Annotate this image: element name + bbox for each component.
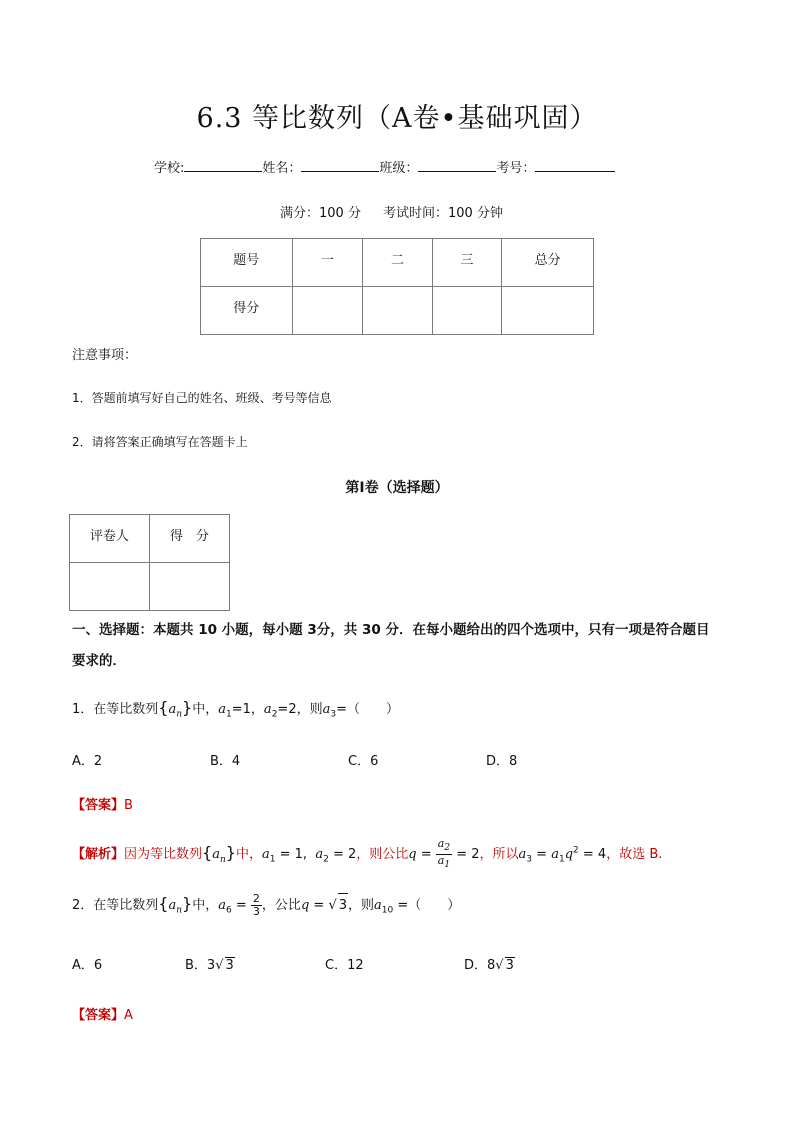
q1-option-c[interactable]: C．6 xyxy=(348,754,379,769)
q1-text-2: 中， xyxy=(192,702,219,717)
q2-option-c[interactable]: C．12 xyxy=(325,958,364,973)
number-label: 考号： xyxy=(496,161,536,176)
grader-header: 评卷人 xyxy=(70,515,150,563)
q1-text-1: 在等比数列 xyxy=(93,702,159,717)
name-label: 姓名： xyxy=(262,161,302,176)
question-2: 2．在等比数列$\{a_n\}$中，$a_6$ = $\frac{2}{3}$ ，公比q = √ 3，则$a_{10}$ =（ ） xyxy=(72,892,461,918)
score-header-cell: 一 xyxy=(292,239,363,287)
q2-number: 2． xyxy=(72,898,94,913)
q1-a2: =2，则 xyxy=(277,702,323,717)
q1-option-d[interactable]: D．8 xyxy=(486,754,518,769)
school-blank[interactable] xyxy=(184,158,262,172)
score-cell[interactable] xyxy=(363,287,433,335)
full-score: 满分：100 分 xyxy=(280,206,361,221)
q1-analysis-text-5: ，故选 B. xyxy=(606,847,663,863)
q2-answer xyxy=(72,1004,133,1023)
score-header-cell: 题号 xyxy=(201,239,293,287)
grader-header: 得 分 xyxy=(149,515,229,563)
q1-text-3: =（ ） xyxy=(336,702,399,717)
q1-answer xyxy=(72,794,133,813)
q1-analysis-a1: = 1, xyxy=(279,847,308,863)
student-info-line xyxy=(154,157,615,176)
q2-option-d[interactable]: D．8√ 3 xyxy=(464,958,514,973)
q2-option-b[interactable]: B．3√ 3 xyxy=(185,958,234,973)
score-header-cell: 二 xyxy=(363,239,433,287)
q2-text-4: ，则 xyxy=(348,898,375,913)
notice-item: 1．答题前填写好自己的姓名、班级、考号等信息 xyxy=(72,391,332,405)
score-table xyxy=(200,238,594,335)
notice-item: 2．请将答案正确填写在答题卡上 xyxy=(72,435,248,449)
part1-heading-line1: 一、选择题：本题共 10 小题，每小题 3分，共 30 分．在每小题给出的四个选项中，只有一项是符合题目 xyxy=(72,622,710,638)
q2-text-3: ，公比 xyxy=(261,898,301,913)
q1-a1: =1， xyxy=(231,702,264,717)
q2-text-1: 在等比数列 xyxy=(93,898,159,913)
score-row-label: 得分 xyxy=(201,287,293,335)
q2-frac-num: 2 xyxy=(252,892,260,905)
q1-number: 1． xyxy=(72,702,94,717)
q1-analysis-text-2: 中， xyxy=(235,847,262,863)
q1-seq-sub: n xyxy=(176,709,183,720)
answer-tag: 【答案】 xyxy=(72,798,125,813)
grader-cell[interactable] xyxy=(149,563,229,611)
exam-info xyxy=(280,202,503,221)
number-blank[interactable] xyxy=(535,158,615,172)
score-cell[interactable] xyxy=(432,287,502,335)
score-cell[interactable] xyxy=(292,287,363,335)
answer-tag: 【答案】 xyxy=(72,1008,125,1023)
q2-sqrt-value: 3 xyxy=(338,893,348,918)
q1-answer-value: B xyxy=(124,798,133,813)
q1-analysis-a2: = 2 xyxy=(332,847,357,863)
school-label: 学校: xyxy=(154,161,185,176)
q1-analysis-ratio: = 2 xyxy=(456,847,480,863)
grader-table xyxy=(69,514,230,611)
q1-seq-var: a xyxy=(168,702,177,717)
class-label: 班级： xyxy=(379,161,419,176)
q2-text-5: =（ ） xyxy=(397,898,461,913)
q2-frac-den: 3 xyxy=(252,905,260,918)
q1-analysis-text-3: ，则公比 xyxy=(356,847,409,863)
score-header-cell: 三 xyxy=(432,239,502,287)
q1-analysis-result: = 4 xyxy=(582,847,607,863)
notice-heading: 注意事项： xyxy=(72,348,138,363)
analysis-tag: 【解析】 xyxy=(72,847,125,863)
part1-heading-line2: 要求的． xyxy=(72,653,126,669)
q2-option-a[interactable]: A．6 xyxy=(72,958,103,973)
q1-option-b[interactable]: B．4 xyxy=(210,754,241,769)
grader-cell[interactable] xyxy=(70,563,150,611)
question-1: 1．在等比数列$\{a_n\}$中，$a_1=1$，$a_2=2$，则$a_3=$（ ） xyxy=(72,698,399,720)
q1-analysis-text-1: 因为等比数列 xyxy=(124,847,203,863)
score-cell[interactable] xyxy=(502,287,594,335)
q1-option-a[interactable]: A．2 xyxy=(72,754,103,769)
score-header-cell: 总分 xyxy=(502,239,594,287)
q1-analysis-text-4: ，所以 xyxy=(479,847,519,863)
page-title: 6.3 等比数列（A卷•基础巩固） xyxy=(196,103,598,134)
exam-time: 考试时间：100 分钟 xyxy=(382,206,503,221)
q2-text-2: 中， xyxy=(192,898,219,913)
section-title: 第Ⅰ卷（选择题） xyxy=(345,480,449,496)
name-blank[interactable] xyxy=(301,158,379,172)
q1-analysis: 【解析】因为等比数列$\{a_n\}$中，$a_1 = 1$, $a_2 = 2$，则公比q = $\frac{a_2}{a_1}$ = 2，所以$a_3 = a_1q^2 = 4$，故选 B. xyxy=(72,837,663,871)
class-blank[interactable] xyxy=(418,158,496,172)
q2-answer-value: A xyxy=(124,1008,133,1023)
